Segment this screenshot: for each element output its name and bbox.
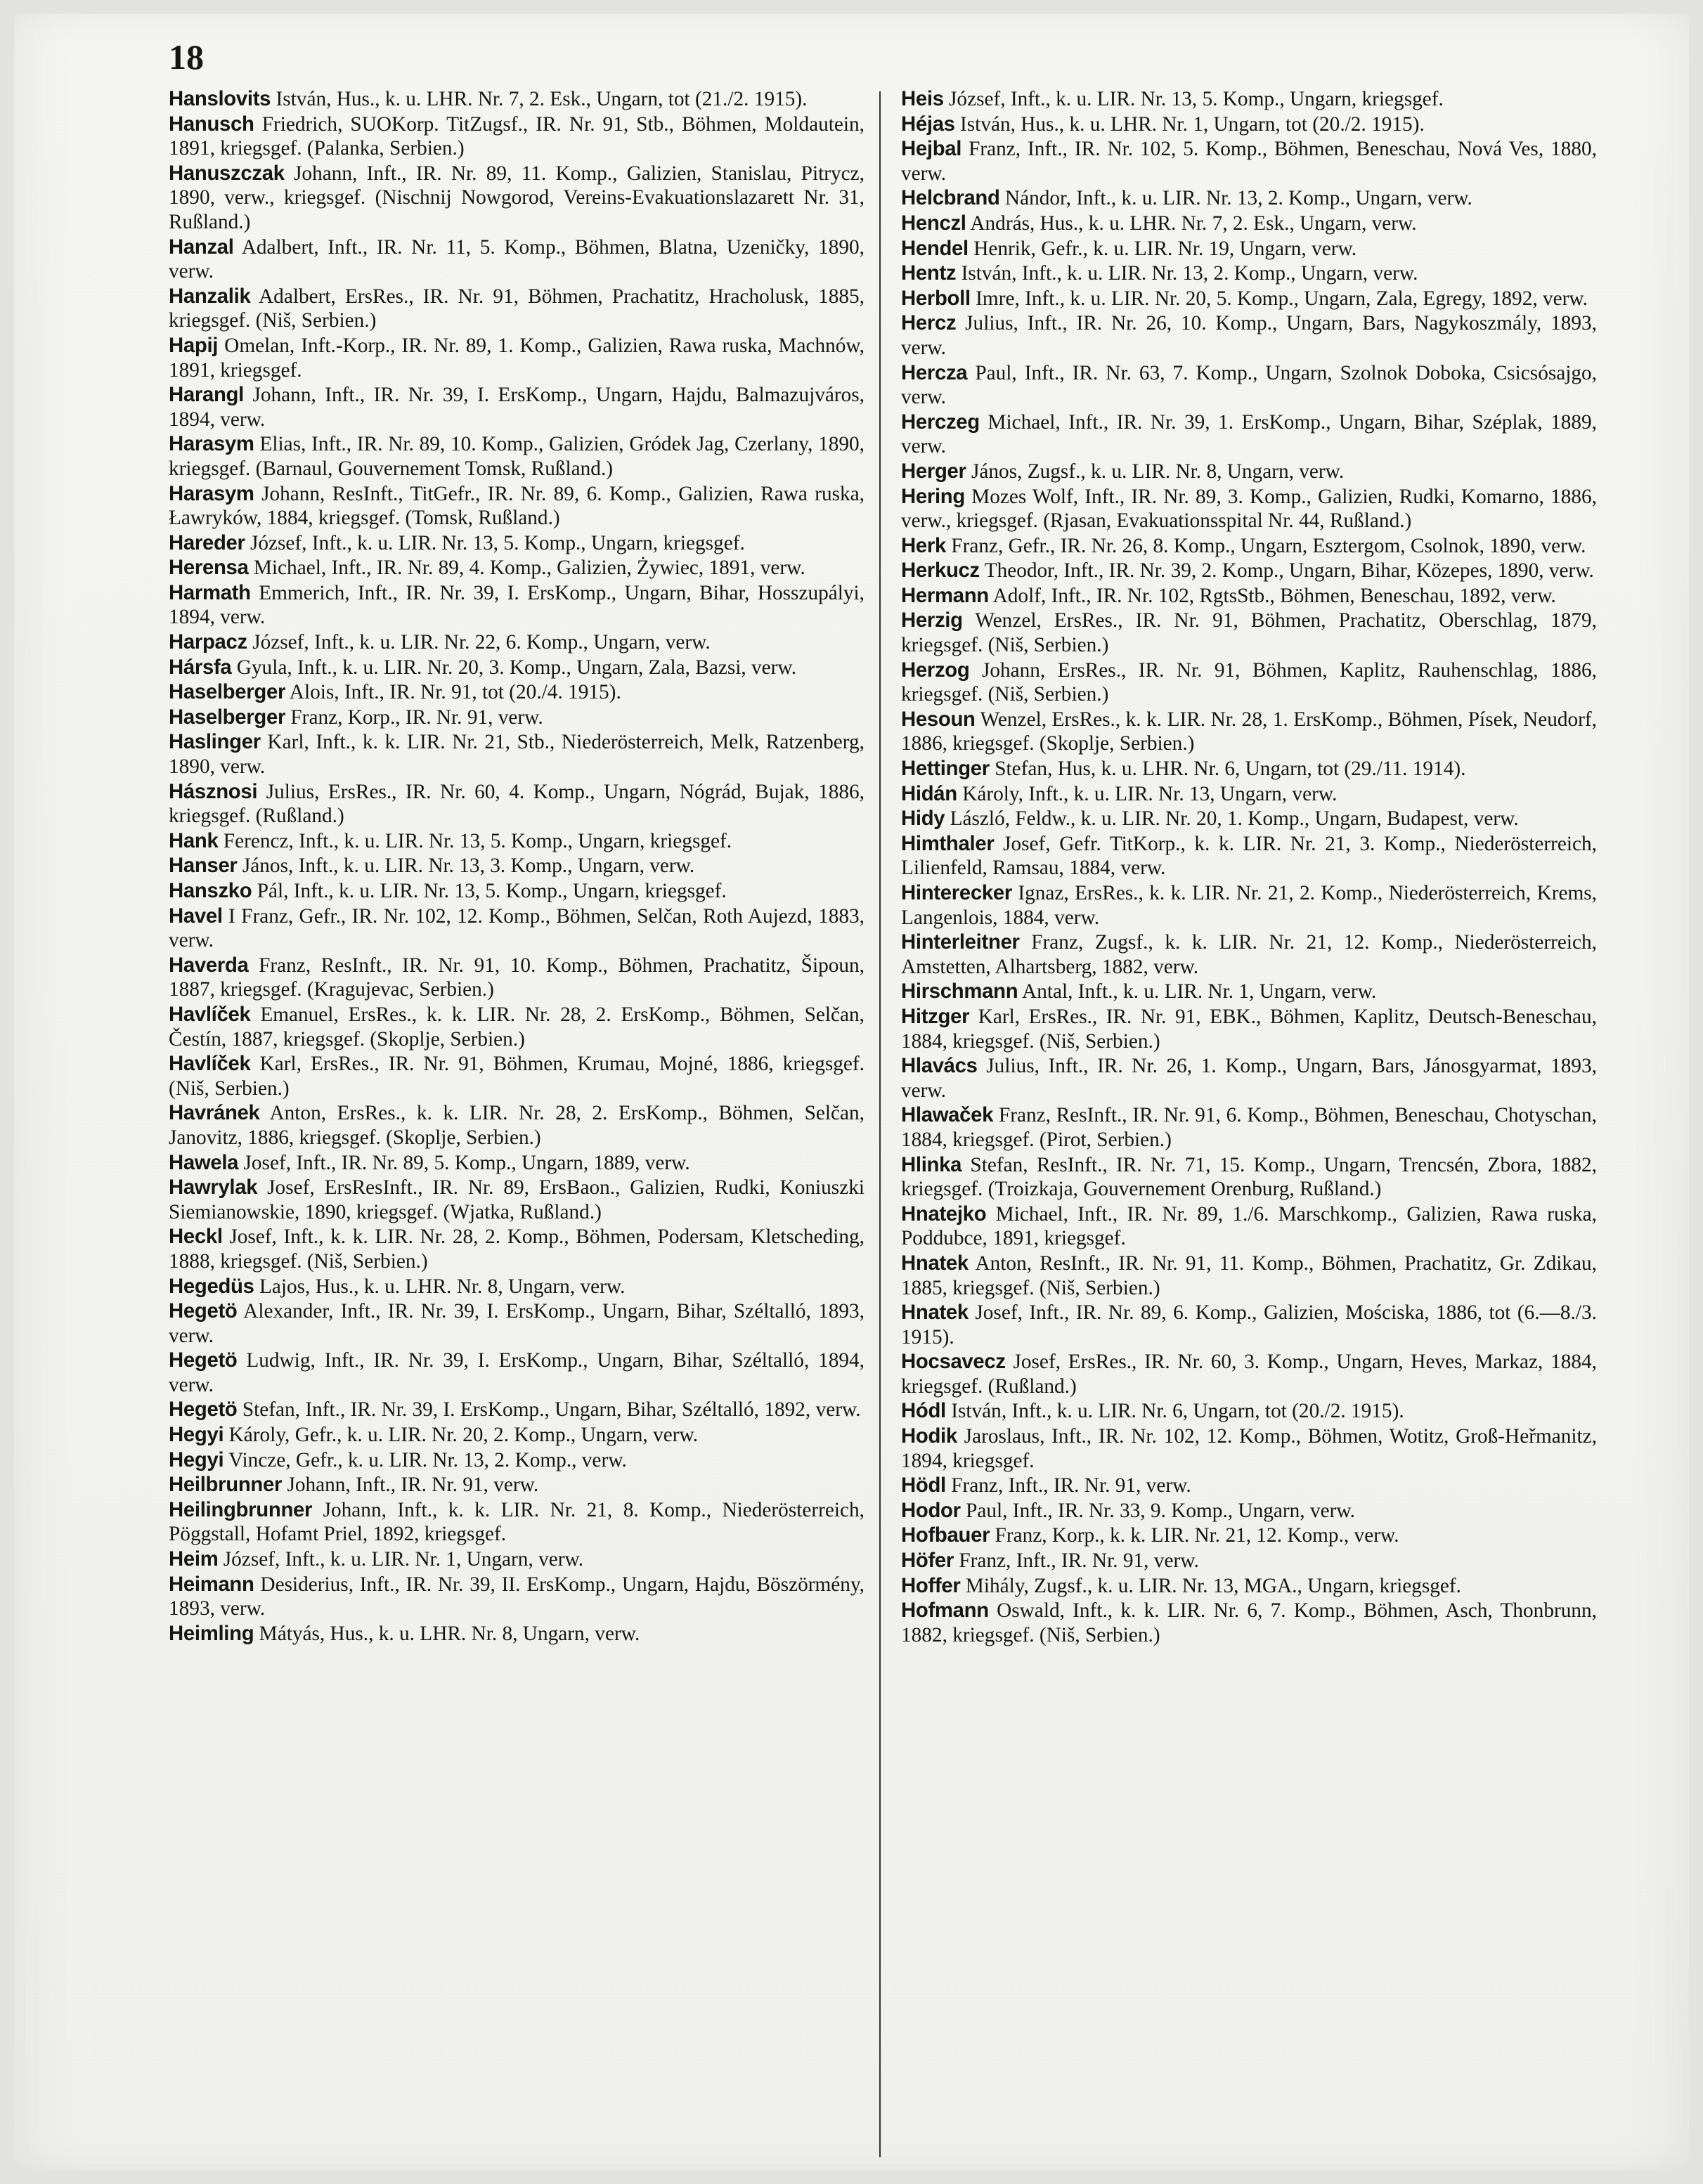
entry-surname: Hlavács: [901, 1054, 978, 1078]
entry-details: Paul, Inft., IR. Nr. 33, 9. Komp., Ungarn, verw.: [966, 1499, 1355, 1522]
list-item: [169, 1398, 865, 1422]
entry-surname: Herzig: [901, 609, 963, 632]
entry-details: Franz, Inft., IR. Nr. 91, verw.: [959, 1549, 1199, 1573]
list-item: [169, 1151, 865, 1176]
entry-surname: Hentz: [901, 261, 957, 285]
entry-surname: Herkucz: [901, 559, 980, 583]
entry-details: Theodor, Inft., IR. Nr. 39, 2. Komp., Ungarn, Bihar, Közepes, 1890, verw.: [984, 559, 1594, 583]
column-divider: [879, 91, 881, 2157]
entry-details: Pál, Inft., k. u. LIR. Nr. 13, 5. Komp., Ungarn, kriegsgef.: [257, 880, 727, 902]
entry-surname: Höfer: [901, 1549, 954, 1573]
entry-details: Josef, Inft., IR. Nr. 89, 5. Komp., Ungarn, 1889, verw.: [243, 1151, 690, 1174]
list-item: [169, 432, 865, 481]
list-item: [901, 1399, 1597, 1424]
entry-surname: Hódl: [901, 1399, 946, 1423]
list-item: [169, 1448, 865, 1473]
entry-surname: Hareder: [169, 531, 245, 554]
entry-details: Ludwig, Inft., IR. Nr. 39, I. ErsKomp., Ungarn, Bihar, Széltalló, 1894, verw.: [169, 1349, 865, 1396]
list-item: [901, 1599, 1597, 1647]
list-item: [169, 706, 865, 730]
entry-surname: Hanzal: [169, 235, 234, 259]
entry-surname: Havránek: [169, 1101, 260, 1125]
list-item: [169, 383, 865, 431]
entry-details: András, Hus., k. u. LHR. Nr. 7, 2. Esk., Ungarn, verw.: [970, 212, 1417, 235]
entry-details: Károly, Gefr., k. u. LIR. Nr. 20, 2. Komp., Ungarn, verw.: [228, 1424, 699, 1447]
entry-details: József, Inft., k. u. LIR. Nr. 13, 5. Komp., Ungarn, kriegsgef.: [250, 531, 745, 554]
list-item: [901, 980, 1597, 1004]
list-item: [901, 708, 1597, 756]
entry-surname: Héjas: [901, 112, 955, 136]
entry-details: Stefan, Hus, k. u. LHR. Nr. 6, Ungarn, tot (29./11. 1914).: [995, 758, 1466, 781]
list-item: [901, 1424, 1597, 1473]
list-item: [169, 556, 865, 580]
entry-details: Karl, Inft., k. k. LIR. Nr. 21, Stb., Niederösterreich, Melk, Ratzenberg, 1890, verw.: [169, 731, 865, 779]
entry-details: Mozes Wolf, Inft., IR. Nr. 89, 3. Komp., Galizien, Rudki, Komarno, 1886, verw., kriegsgef. (Rjasan, Evakuationsspital Nr. 44, Rußland.): [901, 485, 1597, 533]
entry-surname: Hercza: [901, 360, 968, 384]
entry-details: Imre, Inft., k. u. LIR. Nr. 20, 5. Komp., Ungarn, Zala, Egregy, 1892, verw.: [976, 287, 1588, 310]
list-item: [169, 235, 865, 284]
entry-details: István, Hus., k. u. LHR. Nr. 1, Ungarn, tot (20./2. 1915).: [960, 112, 1425, 136]
entry-surname: Heim: [169, 1547, 219, 1571]
list-item: [169, 581, 865, 630]
list-item: [169, 1225, 865, 1273]
list-item: [169, 954, 865, 1002]
entry-details: Michael, Inft., IR. Nr. 89, 1./6. Marschkomp., Galizien, Rawa ruska, Poddubce, 1891, kriegsgef.: [901, 1202, 1598, 1250]
entry-details: Johann, Inft., k. k. LIR. Nr. 21, 8. Komp., Niederösterreich, Pöggstall, Hofamt Priel, 1892, kriegsgef.: [169, 1498, 865, 1546]
list-item: [169, 334, 865, 382]
entry-details: Karl, ErsRes., IR. Nr. 91, EBK., Böhmen, Kaplitz, Deutsch-Beneschau, 1884, kriegsgef. (Niš, Serbien.): [901, 1005, 1598, 1053]
entry-details: Károly, Inft., k. u. LIR. Nr. 13, Ungarn, verw.: [962, 782, 1338, 805]
entry-details: János, Zugsf., k. u. LIR. Nr. 8, Ungarn, verw.: [971, 460, 1345, 483]
left-column: [169, 87, 865, 1646]
entry-surname: Harmath: [169, 580, 251, 604]
entry-surname: Heis: [901, 87, 944, 110]
entry-surname: Herger: [901, 459, 966, 483]
list-item: [169, 482, 865, 531]
entry-surname: Hodik: [901, 1424, 957, 1448]
list-item: [169, 1275, 865, 1299]
list-item: [169, 1003, 865, 1051]
list-item: [169, 1299, 865, 1348]
entry-details: József, Inft., k. u. LIR. Nr. 1, Ungarn, verw.: [223, 1548, 584, 1571]
list-item: [901, 1301, 1597, 1349]
list-item: [901, 1474, 1597, 1498]
entry-details: Karl, ErsRes., IR. Nr. 91, Böhmen, Krumau, Mojné, 1886, kriegsgef. (Niš, Serbien.): [169, 1053, 865, 1100]
entry-surname: Hnatek: [901, 1251, 969, 1275]
entry-details: Julius, ErsRes., IR. Nr. 60, 4. Komp., Ungarn, Nógrád, Bujak, 1886, kriegsgef. (Rußland.): [169, 780, 865, 828]
list-item: [901, 807, 1597, 831]
entry-surname: Hanuszczak: [169, 161, 285, 185]
list-item: [901, 1202, 1597, 1251]
entry-details: László, Feldw., k. u. LIR. Nr. 20, 1. Komp., Ungarn, Budapest, verw.: [950, 807, 1519, 831]
entry-details: Henrik, Gefr., k. u. LIR. Nr. 19, Ungarn, verw.: [973, 237, 1357, 260]
entry-details: Johann, Inft., IR. Nr. 91, verw.: [287, 1474, 539, 1497]
entry-details: Franz, ResInft., IR. Nr. 91, 6. Komp., Böhmen, Beneschau, Chotyschan, 1884, kriegsgef. (Pirot, Serbien.): [901, 1104, 1597, 1151]
entry-surname: Herensa: [169, 556, 249, 580]
entry-details: Ferencz, Inft., k. u. LIR. Nr. 13, 5. Komp., Ungarn, kriegsgef.: [223, 829, 732, 852]
entry-details: Jaroslaus, Inft., IR. Nr. 102, 12. Komp., Böhmen, Wotitz, Groß-Heřmanitz, 1894, kriegsgef.: [901, 1425, 1597, 1472]
list-item: [169, 1052, 865, 1100]
entry-details: Stefan, ResInft., IR. Nr. 71, 15. Komp., Ungarn, Trencsén, Zbora, 1882, kriegsgef. (Troizkaja, Gouvernement Orenburg, Rußland.): [901, 1153, 1598, 1201]
list-item: [901, 212, 1597, 236]
list-item: [169, 112, 865, 161]
list-item: [901, 485, 1597, 533]
list-item: [901, 237, 1597, 261]
list-item: [901, 137, 1597, 186]
entry-surname: Hegetö: [169, 1398, 238, 1422]
entry-surname: Hegyi: [169, 1423, 224, 1447]
entry-surname: Heilingbrunner: [169, 1497, 313, 1521]
entry-details: Anton, ErsRes., k. k. LIR. Nr. 28, 2. ErsKomp., Böhmen, Selčan, Janovitz, 1886, kriegsgef. (Skoplje, Serbien.): [169, 1102, 865, 1149]
entry-surname: Hocsavecz: [901, 1350, 1006, 1374]
entry-surname: Haverda: [169, 953, 249, 977]
entry-surname: Hendel: [901, 236, 969, 260]
list-item: [901, 1549, 1597, 1573]
entry-surname: Hlawaček: [901, 1103, 994, 1127]
list-item: [901, 658, 1597, 707]
entry-details: Paul, Inft., IR. Nr. 63, 7. Komp., Ungarn, Szolnok Doboka, Csicsósajgo, verw.: [901, 361, 1598, 409]
entry-details: Ignaz, ErsRes., k. k. LIR. Nr. 21, 2. Komp., Niederösterreich, Krems, Langenlois, 1884, verw.: [901, 882, 1597, 929]
list-item: [169, 829, 865, 854]
list-item: [901, 1523, 1597, 1548]
entry-details: József, Inft., k. u. LIR. Nr. 13, 5. Komp., Ungarn, kriegsgef.: [949, 88, 1444, 110]
list-item: [169, 1473, 865, 1497]
entry-details: Alexander, Inft., IR. Nr. 39, I. ErsKomp., Ungarn, Bihar, Széltalló, 1893, verw.: [169, 1300, 865, 1347]
list-item: [901, 287, 1597, 311]
entry-details: Julius, Inft., IR. Nr. 26, 1. Komp., Ungarn, Bars, Jánosgyarmat, 1893, verw.: [901, 1055, 1598, 1102]
entry-surname: Hidán: [901, 781, 957, 805]
entry-surname: Herk: [901, 533, 946, 557]
entry-details: Emmerich, Inft., IR. Nr. 39, I. ErsKomp., Ungarn, Bihar, Hosszupályi, 1894, verw.: [169, 581, 865, 629]
list-item: [169, 162, 865, 235]
list-item: [901, 460, 1597, 484]
list-item: [901, 1350, 1597, 1398]
list-item: [901, 584, 1597, 609]
entry-surname: Hank: [169, 828, 219, 852]
entry-surname: Heimling: [169, 1621, 254, 1645]
list-item: [901, 1103, 1597, 1152]
entry-surname: Havel: [169, 904, 223, 928]
entry-details: Adalbert, ErsRes., IR. Nr. 91, Böhmen, Prachatitz, Hracholusk, 1885, kriegsgef. (Niš, Serbien.): [169, 285, 865, 332]
entry-surname: Hegedüs: [169, 1274, 254, 1298]
entry-surname: Hofmann: [901, 1599, 989, 1623]
entry-surname: Haselberger: [169, 705, 286, 729]
entry-surname: Hinterecker: [901, 881, 1012, 904]
list-item: [901, 534, 1597, 559]
entry-details: Oswald, Inft., k. k. LIR. Nr. 6, 7. Komp., Böhmen, Asch, Thonbrunn, 1882, kriegsgef. (Niš, Serbien.): [901, 1599, 1597, 1646]
entry-details: István, Inft., k. u. LIR. Nr. 13, 2. Komp., Ungarn, verw.: [961, 262, 1418, 285]
entry-surname: Hanser: [169, 854, 238, 878]
entry-surname: Henczl: [901, 211, 966, 235]
entry-surname: Harasym: [169, 432, 254, 456]
entry-details: I Franz, Gefr., IR. Nr. 102, 12. Komp., Böhmen, Selčan, Roth Aujezd, 1883, verw.: [169, 904, 865, 952]
entry-surname: Hnatek: [901, 1301, 969, 1325]
list-item: [169, 285, 865, 333]
list-item: [169, 1498, 865, 1547]
entry-details: Gyula, Inft., k. u. LIR. Nr. 20, 3. Komp., Ungarn, Zala, Bazsi, verw.: [236, 656, 797, 679]
list-item: [169, 87, 865, 112]
entry-surname: Havlíček: [169, 1002, 251, 1026]
list-item: [901, 1005, 1597, 1053]
entry-surname: Heckl: [169, 1225, 223, 1249]
list-item: [169, 680, 865, 705]
list-item: [901, 410, 1597, 459]
entry-details: Josef, Inft., IR. Nr. 89, 6. Komp., Galizien, Mościska, 1886, tot (6.—8./3. 1915).: [901, 1301, 1597, 1348]
list-item: [169, 879, 865, 904]
entry-surname: Haselberger: [169, 680, 286, 704]
entry-details: Friedrich, SUOKorp. TitZugsf., IR. Nr. 91, Stb., Böhmen, Moldautein, 1891, kriegsgef. (Palanka, Serbien.): [169, 112, 865, 160]
list-item: [901, 1574, 1597, 1599]
list-item: [901, 1054, 1597, 1103]
entry-surname: Hettinger: [901, 757, 990, 781]
list-item: [901, 930, 1597, 979]
entry-details: Desiderius, Inft., IR. Nr. 39, II. ErsKomp., Ungarn, Hajdu, Böszörmény, 1893, verw.: [169, 1573, 865, 1620]
entry-surname: Hesoun: [901, 707, 976, 731]
list-item: [901, 1252, 1597, 1300]
right-column: [901, 87, 1597, 1648]
entry-details: Johann, ErsRes., IR. Nr. 91, Böhmen, Kaplitz, Rauhenschlag, 1886, kriegsgef. (Niš, Serbien.): [901, 658, 1597, 706]
entry-details: Franz, Korp., IR. Nr. 91, verw.: [290, 706, 543, 729]
entry-details: Johann, Inft., IR. Nr. 39, I. ErsKomp., Ungarn, Hajdu, Balmazujváros, 1894, verw.: [169, 384, 865, 431]
entry-surname: Hofbauer: [901, 1523, 990, 1547]
list-item: [901, 261, 1597, 286]
entry-details: Nándor, Inft., k. u. LIR. Nr. 13, 2. Komp., Ungarn, verw.: [1004, 187, 1472, 210]
page-number: 18: [169, 37, 204, 77]
entry-surname: Hawrylak: [169, 1176, 258, 1200]
entry-surname: Herczeg: [901, 410, 980, 434]
entry-details: Omelan, Inft.-Korp., IR. Nr. 89, 1. Komp., Galizien, Rawa ruska, Machnów, 1891, kriegsgef.: [169, 334, 865, 382]
list-item: [901, 609, 1597, 657]
list-item: [169, 1423, 865, 1448]
entry-details: Josef, Gefr. TitKorp., k. k. LIR. Nr. 21, 3. Komp., Niederösterreich, Lilienfeld, Ramsau, 1884, verw.: [901, 832, 1598, 880]
entry-details: Wenzel, ErsRes., k. k. LIR. Nr. 28, 1. ErsKomp., Böhmen, Písek, Neudorf, 1886, kriegsgef. (Skoplje, Serbien.): [901, 708, 1598, 755]
entry-details: Franz, Inft., IR. Nr. 91, verw.: [951, 1474, 1191, 1497]
entry-details: Michael, Inft., IR. Nr. 39, 1. ErsKomp., Ungarn, Bihar, Széplak, 1889, verw.: [901, 410, 1597, 458]
list-item: [169, 730, 865, 779]
entry-details: Mihály, Zugsf., k. u. LIR. Nr. 13, MGA., Ungarn, kriegsgef.: [965, 1574, 1461, 1597]
list-item: [169, 1573, 865, 1621]
entry-surname: Hanusch: [169, 112, 254, 136]
entry-details: Vincze, Gefr., k. u. LIR. Nr. 13, 2. Komp., verw.: [228, 1448, 627, 1471]
list-item: [901, 87, 1597, 112]
list-item: [901, 881, 1597, 930]
entry-details: István, Hus., k. u. LHR. Nr. 7, 2. Esk., Ungarn, tot (21./2. 1915).: [276, 88, 808, 110]
entry-details: Franz, Zugsf., k. k. LIR. Nr. 21, 12. Komp., Niederösterreich, Amstetten, Alhartsberg, 1882, verw.: [901, 931, 1597, 978]
entry-details: Adalbert, Inft., IR. Nr. 11, 5. Komp., Böhmen, Blatna, Uzeničky, 1890, verw.: [169, 235, 865, 283]
entry-details: Elias, Inft., IR. Nr. 89, 10. Komp., Galizien, Gródek Jag, Czerlany, 1890, kriegsgef. (Barnaul, Gouvernement Tomsk, Rußland.): [169, 433, 865, 480]
entry-surname: Hitzger: [901, 1004, 970, 1028]
entry-details: József, Inft., k. u. LIR. Nr. 22, 6. Komp., Ungarn, verw.: [252, 631, 711, 654]
list-item: [901, 311, 1597, 360]
list-item: [169, 1176, 865, 1224]
entry-surname: Hegetö: [169, 1299, 238, 1323]
list-item: [169, 1547, 865, 1572]
entry-details: Franz, Korp., k. k. LIR. Nr. 21, 12. Komp., verw.: [995, 1524, 1399, 1547]
entry-details: Emanuel, ErsRes., k. k. LIR. Nr. 28, 2. ErsKomp., Böhmen, Selčan, Čestín, 1887, kriegsgef. (Skoplje, Serbien.): [169, 1003, 865, 1051]
list-item: [169, 1101, 865, 1150]
entry-details: János, Inft., k. u. LIR. Nr. 13, 3. Komp., Ungarn, verw.: [242, 854, 695, 878]
entry-surname: Hoffer: [901, 1573, 961, 1597]
entry-details: Adolf, Inft., IR. Nr. 102, RgtsStb., Böhmen, Beneschau, 1892, verw.: [992, 584, 1556, 607]
entry-details: Wenzel, ErsRes., IR. Nr. 91, Böhmen, Prachatitz, Oberschlag, 1879, kriegsgef. (Niš, Serbien.): [901, 609, 1598, 657]
entry-surname: Hodor: [901, 1498, 961, 1522]
list-item: [169, 1622, 865, 1646]
entry-details: Mátyás, Hus., k. u. LHR. Nr. 8, Ungarn, verw.: [259, 1622, 640, 1645]
entry-surname: Hering: [901, 484, 965, 508]
list-item: [169, 780, 865, 828]
entry-surname: Hásznosi: [169, 779, 258, 803]
list-item: [901, 112, 1597, 137]
entry-surname: Heimann: [169, 1572, 254, 1596]
list-item: [169, 854, 865, 878]
entry-surname: Hirschmann: [901, 980, 1018, 1003]
entry-surname: Hinterleitner: [901, 930, 1020, 954]
entry-surname: Herzog: [901, 658, 970, 682]
entry-surname: Hanszko: [169, 879, 252, 902]
entry-details: Josef, Inft., k. k. LIR. Nr. 28, 2. Komp., Böhmen, Podersam, Kletscheding, 1888, kriegsgef. (Niš, Serbien.): [169, 1226, 865, 1273]
list-item: [169, 630, 865, 655]
entry-surname: Heilbrunner: [169, 1473, 283, 1497]
list-item: [169, 904, 865, 953]
entry-details: Josef, ErsResInft., IR. Nr. 89, ErsBaon., Galizien, Rudki, Koniuszki Siemianowskie, 1890, kriegsgef. (Wjatka, Rußland.): [169, 1176, 865, 1223]
entry-surname: Hapij: [169, 333, 219, 357]
entry-surname: Hidy: [901, 807, 945, 831]
entry-surname: Hercz: [901, 311, 957, 335]
entry-surname: Hödl: [901, 1474, 946, 1497]
entry-surname: Hawela: [169, 1150, 239, 1174]
entry-surname: Hejbal: [901, 137, 962, 161]
entry-surname: Hegetö: [169, 1348, 238, 1372]
entry-details: Stefan, Inft., IR. Nr. 39, I. ErsKomp., Ungarn, Bihar, Széltalló, 1892, verw.: [242, 1398, 861, 1422]
entry-surname: Harangl: [169, 383, 244, 407]
entry-details: Franz, Gefr., IR. Nr. 26, 8. Komp., Ungarn, Esztergom, Csolnok, 1890, verw.: [951, 534, 1586, 557]
entry-surname: Haslinger: [169, 730, 261, 754]
list-item: [901, 1499, 1597, 1523]
entry-surname: Harpacz: [169, 630, 247, 654]
entry-details: Lajos, Hus., k. u. LHR. Nr. 8, Ungarn, verw.: [259, 1275, 626, 1298]
entry-details: Anton, ResInft., IR. Nr. 91, 11. Komp., Böhmen, Prachatitz, Gr. Zdikau, 1885, kriegsgef. (Niš, Serbien.): [901, 1252, 1597, 1299]
entry-surname: Hanzalik: [169, 284, 251, 308]
list-item: [169, 656, 865, 680]
entry-details: Franz, Inft., IR. Nr. 102, 5. Komp., Böhmen, Beneschau, Nová Ves, 1880, verw.: [901, 138, 1597, 185]
entry-surname: Hegyi: [169, 1448, 224, 1471]
entry-surname: Hermann: [901, 583, 989, 607]
list-item: [901, 832, 1597, 880]
list-item: [901, 186, 1597, 211]
entry-details: Josef, ErsRes., IR. Nr. 60, 3. Komp., Ungarn, Heves, Markaz, 1884, kriegsgef. (Rußland.): [901, 1351, 1597, 1398]
entry-surname: Helcbrand: [901, 186, 1000, 210]
entry-details: Antal, Inft., k. u. LIR. Nr. 1, Ungarn, verw.: [1022, 980, 1377, 1003]
list-item: [901, 361, 1597, 410]
entry-surname: Hlinka: [901, 1152, 962, 1176]
entry-details: Johann, Inft., IR. Nr. 89, 11. Komp., Galizien, Stanislau, Pitrycz, 1890, verw., kriegsgef. (Nischnij Nowgorod, Vereins-Evakuationslazarett Nr. 31, Rußland.): [169, 162, 865, 233]
list-item: [901, 559, 1597, 583]
entry-surname: Hnatejko: [901, 1202, 987, 1226]
entry-details: Julius, Inft., IR. Nr. 26, 10. Komp., Ungarn, Bars, Nagykoszmály, 1893, verw.: [901, 312, 1597, 359]
entry-details: Alois, Inft., IR. Nr. 91, tot (20./4. 1915).: [289, 681, 621, 704]
list-item: [901, 757, 1597, 781]
entry-details: Johann, ResInft., TitGefr., IR. Nr. 89, 6. Komp., Galizien, Rawa ruska, Ławryków, 1884, kriegsgef. (Tomsk, Rußland.): [169, 482, 865, 530]
list-item: [169, 1348, 865, 1397]
entry-surname: Herboll: [901, 286, 971, 310]
entry-surname: Hársfa: [169, 655, 232, 679]
entry-surname: Harasym: [169, 481, 254, 505]
entry-surname: Hanslovits: [169, 87, 271, 110]
list-item: [901, 1153, 1597, 1202]
entry-details: István, Inft., k. u. LIR. Nr. 6, Ungarn, tot (20./2. 1915).: [951, 1400, 1404, 1423]
entry-surname: Havlíček: [169, 1052, 251, 1076]
entry-details: Michael, Inft., IR. Nr. 89, 4. Komp., Galizien, Żywiec, 1891, verw.: [253, 557, 805, 580]
list-item: [169, 531, 865, 556]
entry-surname: Himthaler: [901, 831, 995, 855]
entry-details: Franz, ResInft., IR. Nr. 91, 10. Komp., Böhmen, Prachatitz, Šipoun, 1887, kriegsgef. (Kragujevac, Serbien.): [169, 954, 865, 1001]
list-item: [901, 782, 1597, 807]
